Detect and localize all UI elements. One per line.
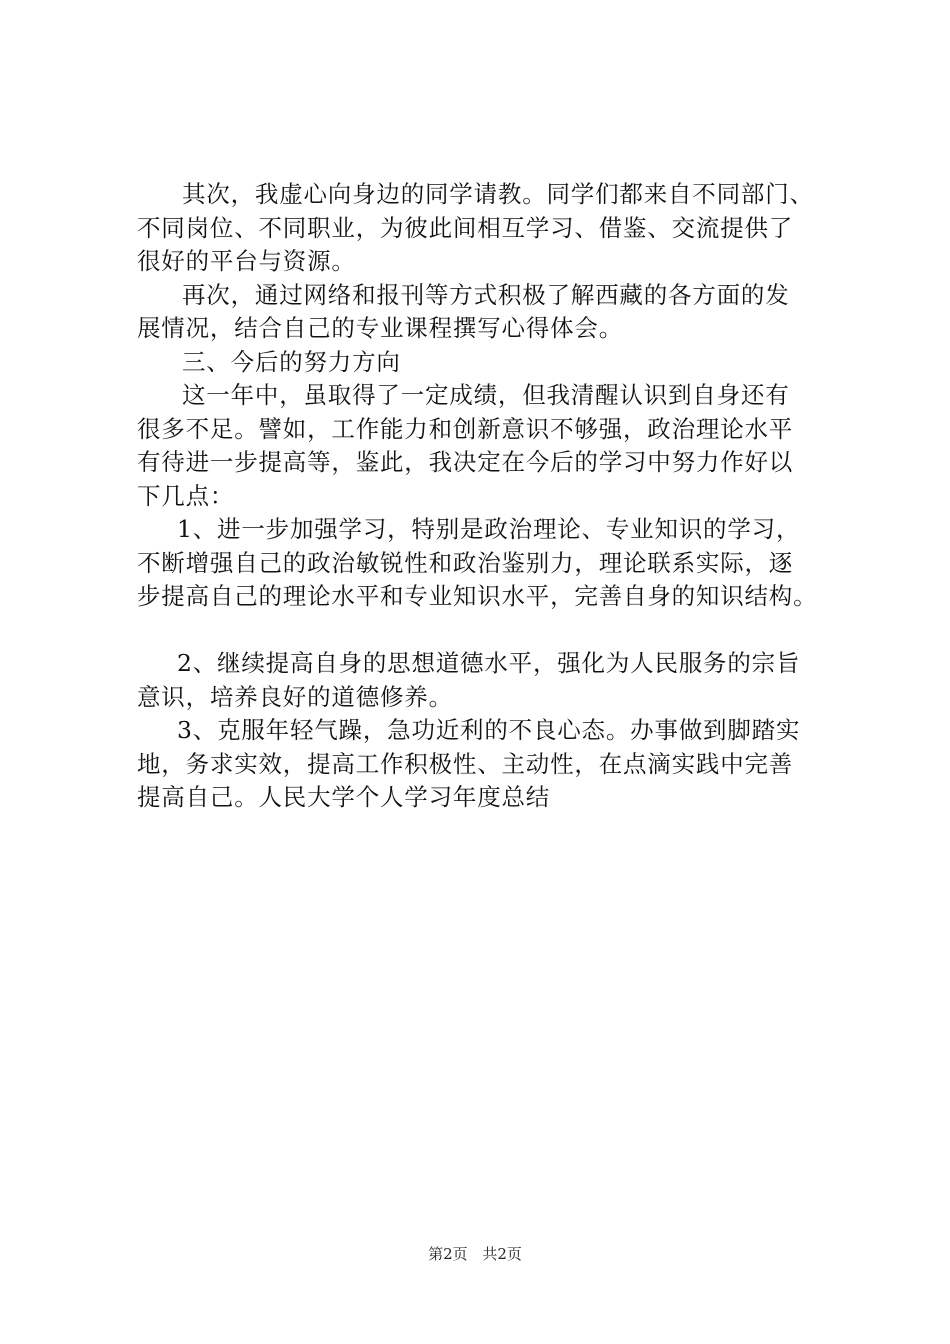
list-item-line: 步提高自己的理论水平和专业知识水平，完善自身的知识结构。	[137, 582, 818, 610]
page-footer	[0, 1244, 950, 1264]
list-item-line: 提高自己。人民大学个人学习年度总结	[137, 783, 551, 811]
paragraph-line: 再次，通过网络和报刊等方式积极了解西藏的各方面的发	[182, 280, 790, 309]
paragraph-line: 很好的平台与资源。	[137, 247, 356, 275]
paragraph-line: 展情况，结合自己的专业课程撰写心得体会。	[137, 314, 623, 342]
list-item-line: 不断增强自己的政治敏锐性和政治鉴别力，理论联系实际，逐	[137, 548, 794, 577]
paragraph-line: 有待进一步提高等，鉴此，我决定在今后的学习中努力作好以	[137, 448, 794, 476]
paragraph-line: 这一年中，虽取得了一定成绩，但我清醒认识到自身还有	[182, 381, 790, 409]
blank-line	[137, 614, 847, 648]
list-item-line: 2、继续提高自身的思想道德水平，强化为人民服务的宗旨	[177, 649, 801, 677]
list-item-line: 3、克服年轻气躁，急功近利的不良心态。办事做到脚踏实	[177, 716, 801, 744]
document-body	[137, 178, 847, 815]
list-item-line: 1、进一步加强学习，特别是政治理论、专业知识的学习，	[177, 515, 801, 543]
paragraph-line: 其次，我虚心向身边的同学请教。同学们都来自不同部门、	[182, 180, 814, 208]
list-item-line: 地，务求实效，提高工作积极性、主动性，在点滴实践中完善	[137, 749, 794, 778]
paragraph-line: 很多不足。譬如，工作能力和创新意识不够强，政治理论水平	[137, 414, 794, 443]
page-number: 第2页	[428, 1245, 468, 1263]
list-item-line: 意识，培养良好的道德修养。	[137, 682, 453, 711]
paragraph-line: 不同岗位、不同职业，为彼此间相互学习、借鉴、交流提供了	[137, 213, 794, 242]
paragraph-line: 下几点：	[137, 481, 235, 510]
section-heading: 三、今后的努力方向	[182, 347, 401, 376]
page-total: 共2页	[482, 1245, 522, 1263]
